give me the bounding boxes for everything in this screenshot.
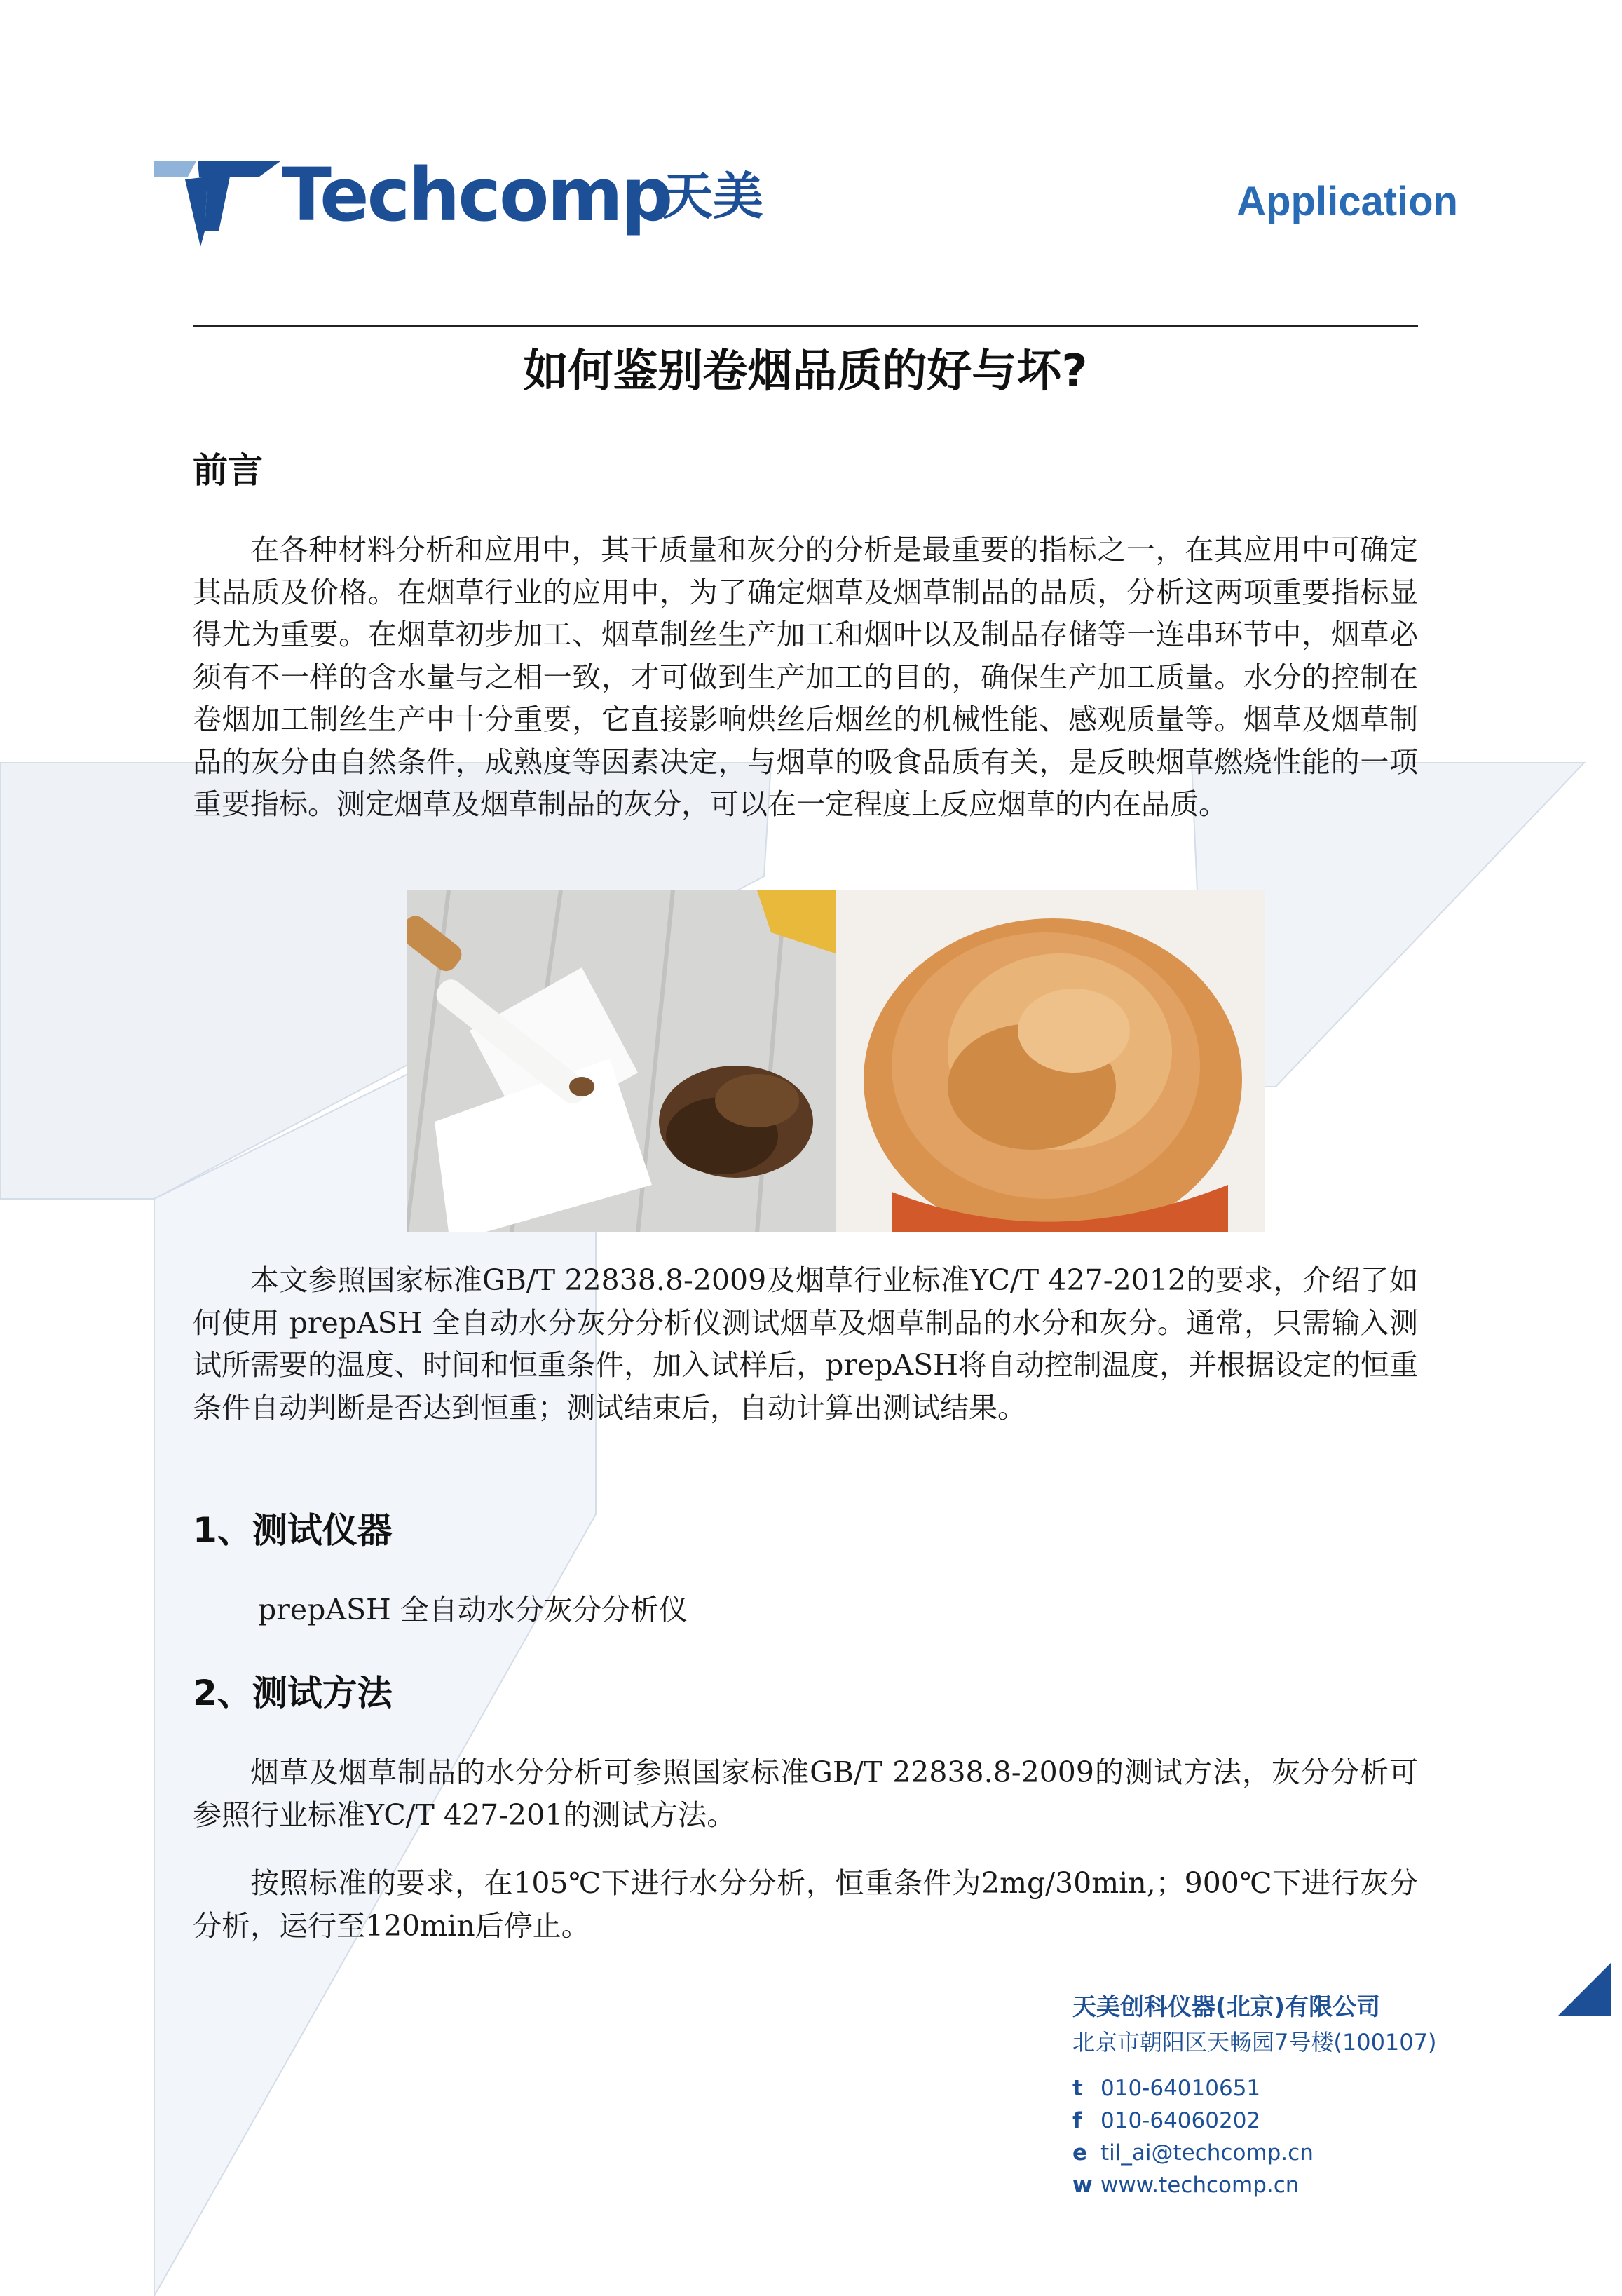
contact-list — [1072, 2072, 1507, 2201]
contact-key: f — [1072, 2108, 1082, 2133]
contact-key: t — [1072, 2076, 1083, 2101]
section2-heading: 2、测试方法 — [193, 1673, 393, 1713]
footer-contact — [1072, 1990, 1507, 2201]
preface-heading: 前言 — [193, 450, 263, 491]
corner-triangle-icon — [1558, 1963, 1611, 2016]
page-title: 如何鉴别卷烟品质的好与坏? — [523, 346, 1088, 398]
company-address: 北京市朝阳区天畅园7号楼(100107) — [1072, 2029, 1437, 2056]
method-paragraph-1: 烟草及烟草制品的水分分析可参照国家标准GB/T 22838.8-2009的测试方法，灰分分析可参照行业标准YC/T 427-201的测试方法。 — [193, 1755, 1418, 1832]
fax-value: 010-64060202 — [1100, 2108, 1261, 2133]
email-value: til_ai@techcomp.cn — [1100, 2140, 1314, 2166]
contact-phone — [1072, 2072, 1507, 2105]
intro-paragraph: 本文参照国家标准GB/T 22838.8-2009及烟草行业标准YC/T 427-2012的要求，介绍了如何使用 prepASH 全自动水分灰分分析仪测试烟草及烟草制品的水分和灰分。通常，只需输入测试所需要的温度、时间和恒重条件，加入试样后，prepASH将自动控制温度，并根据设定的恒重条件自动判断是否达到恒重；测试结束后，自动计算出测试结果。 — [193, 1263, 1418, 1425]
section1-heading: 1、测试仪器 — [193, 1510, 393, 1551]
brand-name: Techcomp — [282, 152, 672, 238]
section-label: Application — [1236, 179, 1458, 224]
phone-value: 010-64010651 — [1100, 2076, 1261, 2101]
brand-name-cn: 天美 — [662, 167, 764, 226]
contact-key: w — [1072, 2173, 1093, 2198]
header-divider — [193, 325, 1418, 327]
techcomp-t-logo-icon — [154, 149, 280, 247]
cigarette-tobacco-photo — [407, 890, 836, 1232]
contact-website — [1072, 2169, 1507, 2201]
contact-fax — [1072, 2105, 1507, 2137]
techcomp-logo — [154, 149, 771, 247]
company-name: 天美创科仪器(北京)有限公司 — [1072, 1993, 1381, 2021]
website-value: www.techcomp.cn — [1100, 2173, 1300, 2198]
tobacco-shreds-photo — [836, 890, 1265, 1232]
contact-email — [1072, 2137, 1507, 2169]
preface-paragraph: 在各种材料分析和应用中，其干质量和灰分的分析是最重要的指标之一，在其应用中可确定其品质及价格。在烟草行业的应用中，为了确定烟草及烟草制品的品质，分析这两项重要指标显得尤为重要。在烟草初步加工、烟草制丝生产加工和烟叶以及制品存储等一连串环节中，烟草必须有不一样的含水量与之相一致，才可做到生产加工的目的，确保生产加工质量。水分的控制在卷烟加工制丝生产中十分重要，它直接影响烘丝后烟丝的机械性能、感观质量等。烟草及烟草制品的灰分由自然条件，成熟度等因素决定，与烟草的吸食品质有关，是反映烟草燃烧性能的一项重要指标。测定烟草及烟草制品的灰分，可以在一定程度上反应烟草的内在品质。 — [193, 533, 1418, 821]
method-paragraph-2: 按照标准的要求，在105℃下进行水分分析，恒重条件为2mg/30min,；900℃下进行灰分分析，运行至120min后停止。 — [193, 1866, 1418, 1943]
instrument-name: prepASH 全自动水分灰分分析仪 — [258, 1593, 688, 1626]
contact-key: e — [1072, 2140, 1088, 2166]
